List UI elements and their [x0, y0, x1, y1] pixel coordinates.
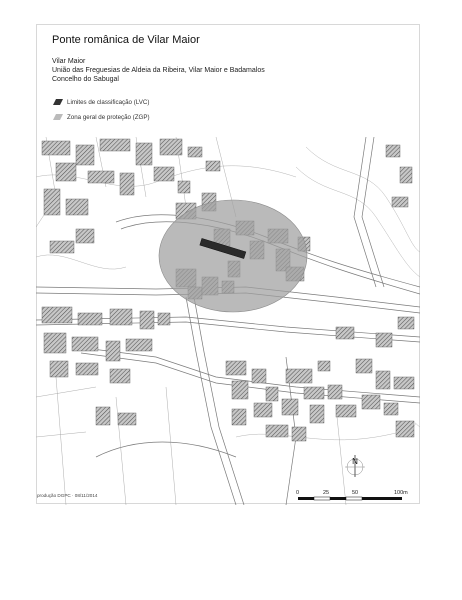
scale-bar — [298, 497, 402, 500]
map-title: Ponte românica de Vilar Maior — [52, 34, 200, 46]
scale-label-100m: 100m — [394, 490, 408, 496]
location-municipality: Concelho do Sabugal — [52, 76, 119, 83]
location-parish: Vilar Maior — [52, 58, 86, 65]
protection-zone-zgp — [159, 200, 307, 312]
location-union: União das Freguesias de Aldeia da Ribeira, Vilar Maior e Badamalos — [52, 67, 265, 74]
scale-label-25: 25 — [323, 490, 330, 496]
dark-polygon-swatch-icon — [52, 98, 64, 106]
legend-label-zgp: Zona geral de proteção (ZGP) — [67, 113, 150, 121]
north-arrow — [345, 455, 365, 477]
legend-item-lvc — [52, 97, 149, 107]
legend-item-zgp — [52, 112, 150, 122]
north-label: N — [352, 457, 358, 466]
scale-label-50: 50 — [352, 490, 359, 496]
cadastral-map[interactable] — [36, 137, 420, 505]
footer-credit: produção DGPC · 08/11/2014 — [37, 493, 98, 498]
light-polygon-swatch-icon — [52, 113, 64, 121]
legend-label-lvc: Limites de classificação (LVC) — [67, 98, 150, 106]
scale-label-0: 0 — [296, 490, 300, 496]
